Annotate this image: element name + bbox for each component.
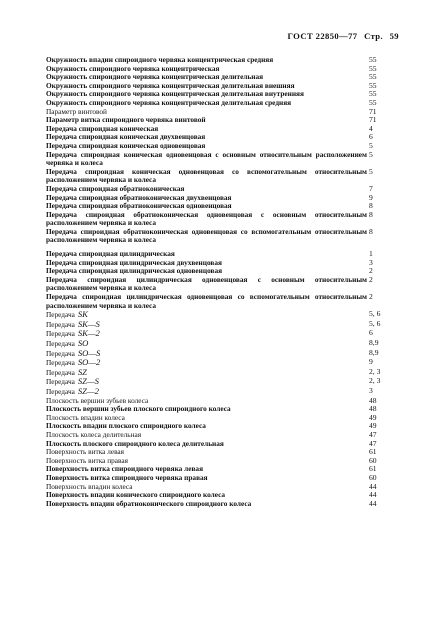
page-reference: 2, 3 [369,376,381,386]
page-reference: 49 [369,412,377,422]
page-header [284,31,400,41]
gear-type-symbol: SK—S [77,318,100,329]
index-term: Окружность спироидного червяка концентрическая делительная внутренняя [46,89,304,99]
page-reference: 8,9 [369,338,379,347]
page-reference: 55 [369,63,377,73]
index-term: Передача [46,319,75,329]
page-reference: 60 [369,472,377,482]
page-reference: 2 [369,292,373,302]
index-entry [46,329,393,339]
index-term: Передача [46,310,75,320]
index-term: Окружность спироидного червяка концентрическая делительная средняя [46,97,292,107]
index-term: Поверхность витка правая [46,455,128,465]
index-term: Передача [46,367,75,377]
index-term: Плоскость плоского спироидного колеса делительная [46,438,224,448]
gear-type-symbol: SZ [77,366,87,377]
index-term: Поверхность витка спироидного червяка левая [46,464,204,474]
index-entry [46,211,393,228]
page-reference: 44 [369,490,377,500]
page-reference: 3 [369,385,373,395]
index-term: Параметр винтовой [46,106,107,116]
index-term: Плоскость вершин зубьев колеса [46,395,149,405]
page-number: 59 [389,31,399,41]
page-reference: 5 [369,140,373,150]
page-reference: 71 [369,115,377,125]
index-term: Поверхность впадин обратноконического спироидного колеса [46,498,252,508]
index-entry [46,168,393,185]
index-term: Передача спироидная цилиндрическая [46,249,175,259]
page-reference: 61 [369,447,377,457]
index-term: Передача спироидная коническая [46,123,159,133]
page-reference: 9 [369,357,373,367]
page-reference: 7 [369,183,373,193]
index-term: Передача спироидная коническая одновенцовая со вспомогательным относительным расположением червяка и колеса [46,166,367,185]
gear-type-symbol: SO—S [77,347,101,358]
index-term: Окружность спироидного червяка концентрическая делительная [46,72,264,82]
index-term: Передача спироидная обратноконическая одновенцовая с основным относительным расположением червяка и колеса [46,209,367,228]
page-reference: 8 [369,209,373,219]
gear-type-symbol: SZ—S [77,376,99,387]
gear-type-symbol: SO—2 [77,357,101,368]
index-term: Передача спироидная коническая двухвенцовая [46,132,206,142]
gear-type-symbol: SO [77,338,89,348]
page-reference: 55 [369,89,377,99]
page-label: Стр. [364,31,384,41]
page-reference: 5, 6 [369,309,381,319]
index-entry [46,151,393,168]
index-entry [46,293,393,310]
page-reference: 2, 3 [369,366,381,376]
index-term: Передача спироидная обратноконическая [46,183,185,193]
page-reference: 55 [369,55,377,64]
page-reference: 71 [369,106,377,116]
index-term: Плоскость вершин зубьев плоского спироидного колеса [46,404,231,414]
index-term: Поверхность впадин конического спироидного колеса [46,490,226,500]
index-term: Передача [46,386,75,396]
page-reference: 55 [369,80,377,90]
index-entry [46,358,393,368]
index-term: Поверхность впадин колеса [46,481,133,491]
page-reference: 61 [369,464,377,474]
index-term: Передача спироидная обратноконическая одновенцовая со вспомогательным относительным расположением червяка и колеса [46,226,367,245]
page-reference: 5 [369,149,373,159]
index-term: Передача спироидная обратноконическая одновенцовая [46,201,232,211]
index-term: Передача спироидная цилиндрическая одновенцовая с основным относительным расположением червяка и колеса [46,274,367,293]
page-reference: 3 [369,257,373,267]
index-term: Передача спироидная коническая одновенцовая [46,140,206,150]
index-term: Передача спироидная цилиндрическая двухвенцовая [46,257,222,267]
page-reference: 9 [369,192,373,202]
index-term: Поверхность витка левая [46,447,125,457]
index-term: Плоскость впадин колеса [46,412,125,422]
page-reference: 8 [369,226,373,236]
page-reference: 5, 6 [369,318,381,328]
page-reference: 49 [369,421,377,431]
page-reference: 8,9 [369,347,379,357]
index-term: Параметр витка спироидного червяка винтовой [46,115,206,125]
page-reference: 55 [369,97,377,107]
index-term: Передача [46,348,75,358]
index-term: Передача [46,358,75,368]
index-term: Передача спироидная цилиндрическая одновенцовая со вспомогательным относительным расположением червяка и колеса [46,292,367,310]
page-reference: 55 [369,72,377,82]
page-reference: 60 [369,455,377,465]
page-reference: 48 [369,404,377,414]
page-reference: 5 [369,166,373,176]
gost-number: ГОСТ 22850—77 [287,31,358,41]
index-term: Передача [46,377,75,387]
gear-type-symbol: SZ—2 [77,385,99,396]
index-term: Передача спироидная коническая одновенцовая с основным относительным расположением червяка и колеса [46,149,367,168]
page-reference: 47 [369,429,377,439]
index-entry [46,500,393,509]
index-term: Окружность спироидного червяка концентрическая [46,63,220,73]
page-reference: 47 [369,438,377,448]
page-reference: 6 [369,132,373,142]
index-term: Окружность спироидного червяка концентрическая делительная внешняя [46,80,295,90]
page-reference: 6 [369,328,373,338]
index-entry [46,276,393,293]
page-reference: 48 [369,395,377,405]
index-term: Плоскость колеса делительная [46,429,142,439]
index-term: Передача спироидная обратноконическая двухвенцовая [46,192,232,202]
page-reference: 2 [369,266,373,276]
index-entry [46,228,393,245]
index-term: Передача спироидная цилиндрическая одновенцовая [46,266,223,276]
gear-type-symbol: SK [77,309,88,320]
term-index [46,56,393,508]
page-reference: 44 [369,498,377,508]
index-term: Поверхность витка спироидного червяка правая [46,472,208,482]
gear-type-symbol: SK—2 [77,328,100,339]
page-reference: 4 [369,123,373,133]
index-term: Плоскость впадин плоского спироидного колеса [46,421,206,431]
page-reference: 1 [369,249,373,259]
index-term: Передача [46,329,75,339]
index-term: Передача [46,339,75,348]
page-reference: 8 [369,201,373,211]
page-reference: 2 [369,274,373,284]
index-term: Окружность впадин спироидного червяка концентрическая средняя [46,55,274,64]
page-reference: 44 [369,481,377,491]
